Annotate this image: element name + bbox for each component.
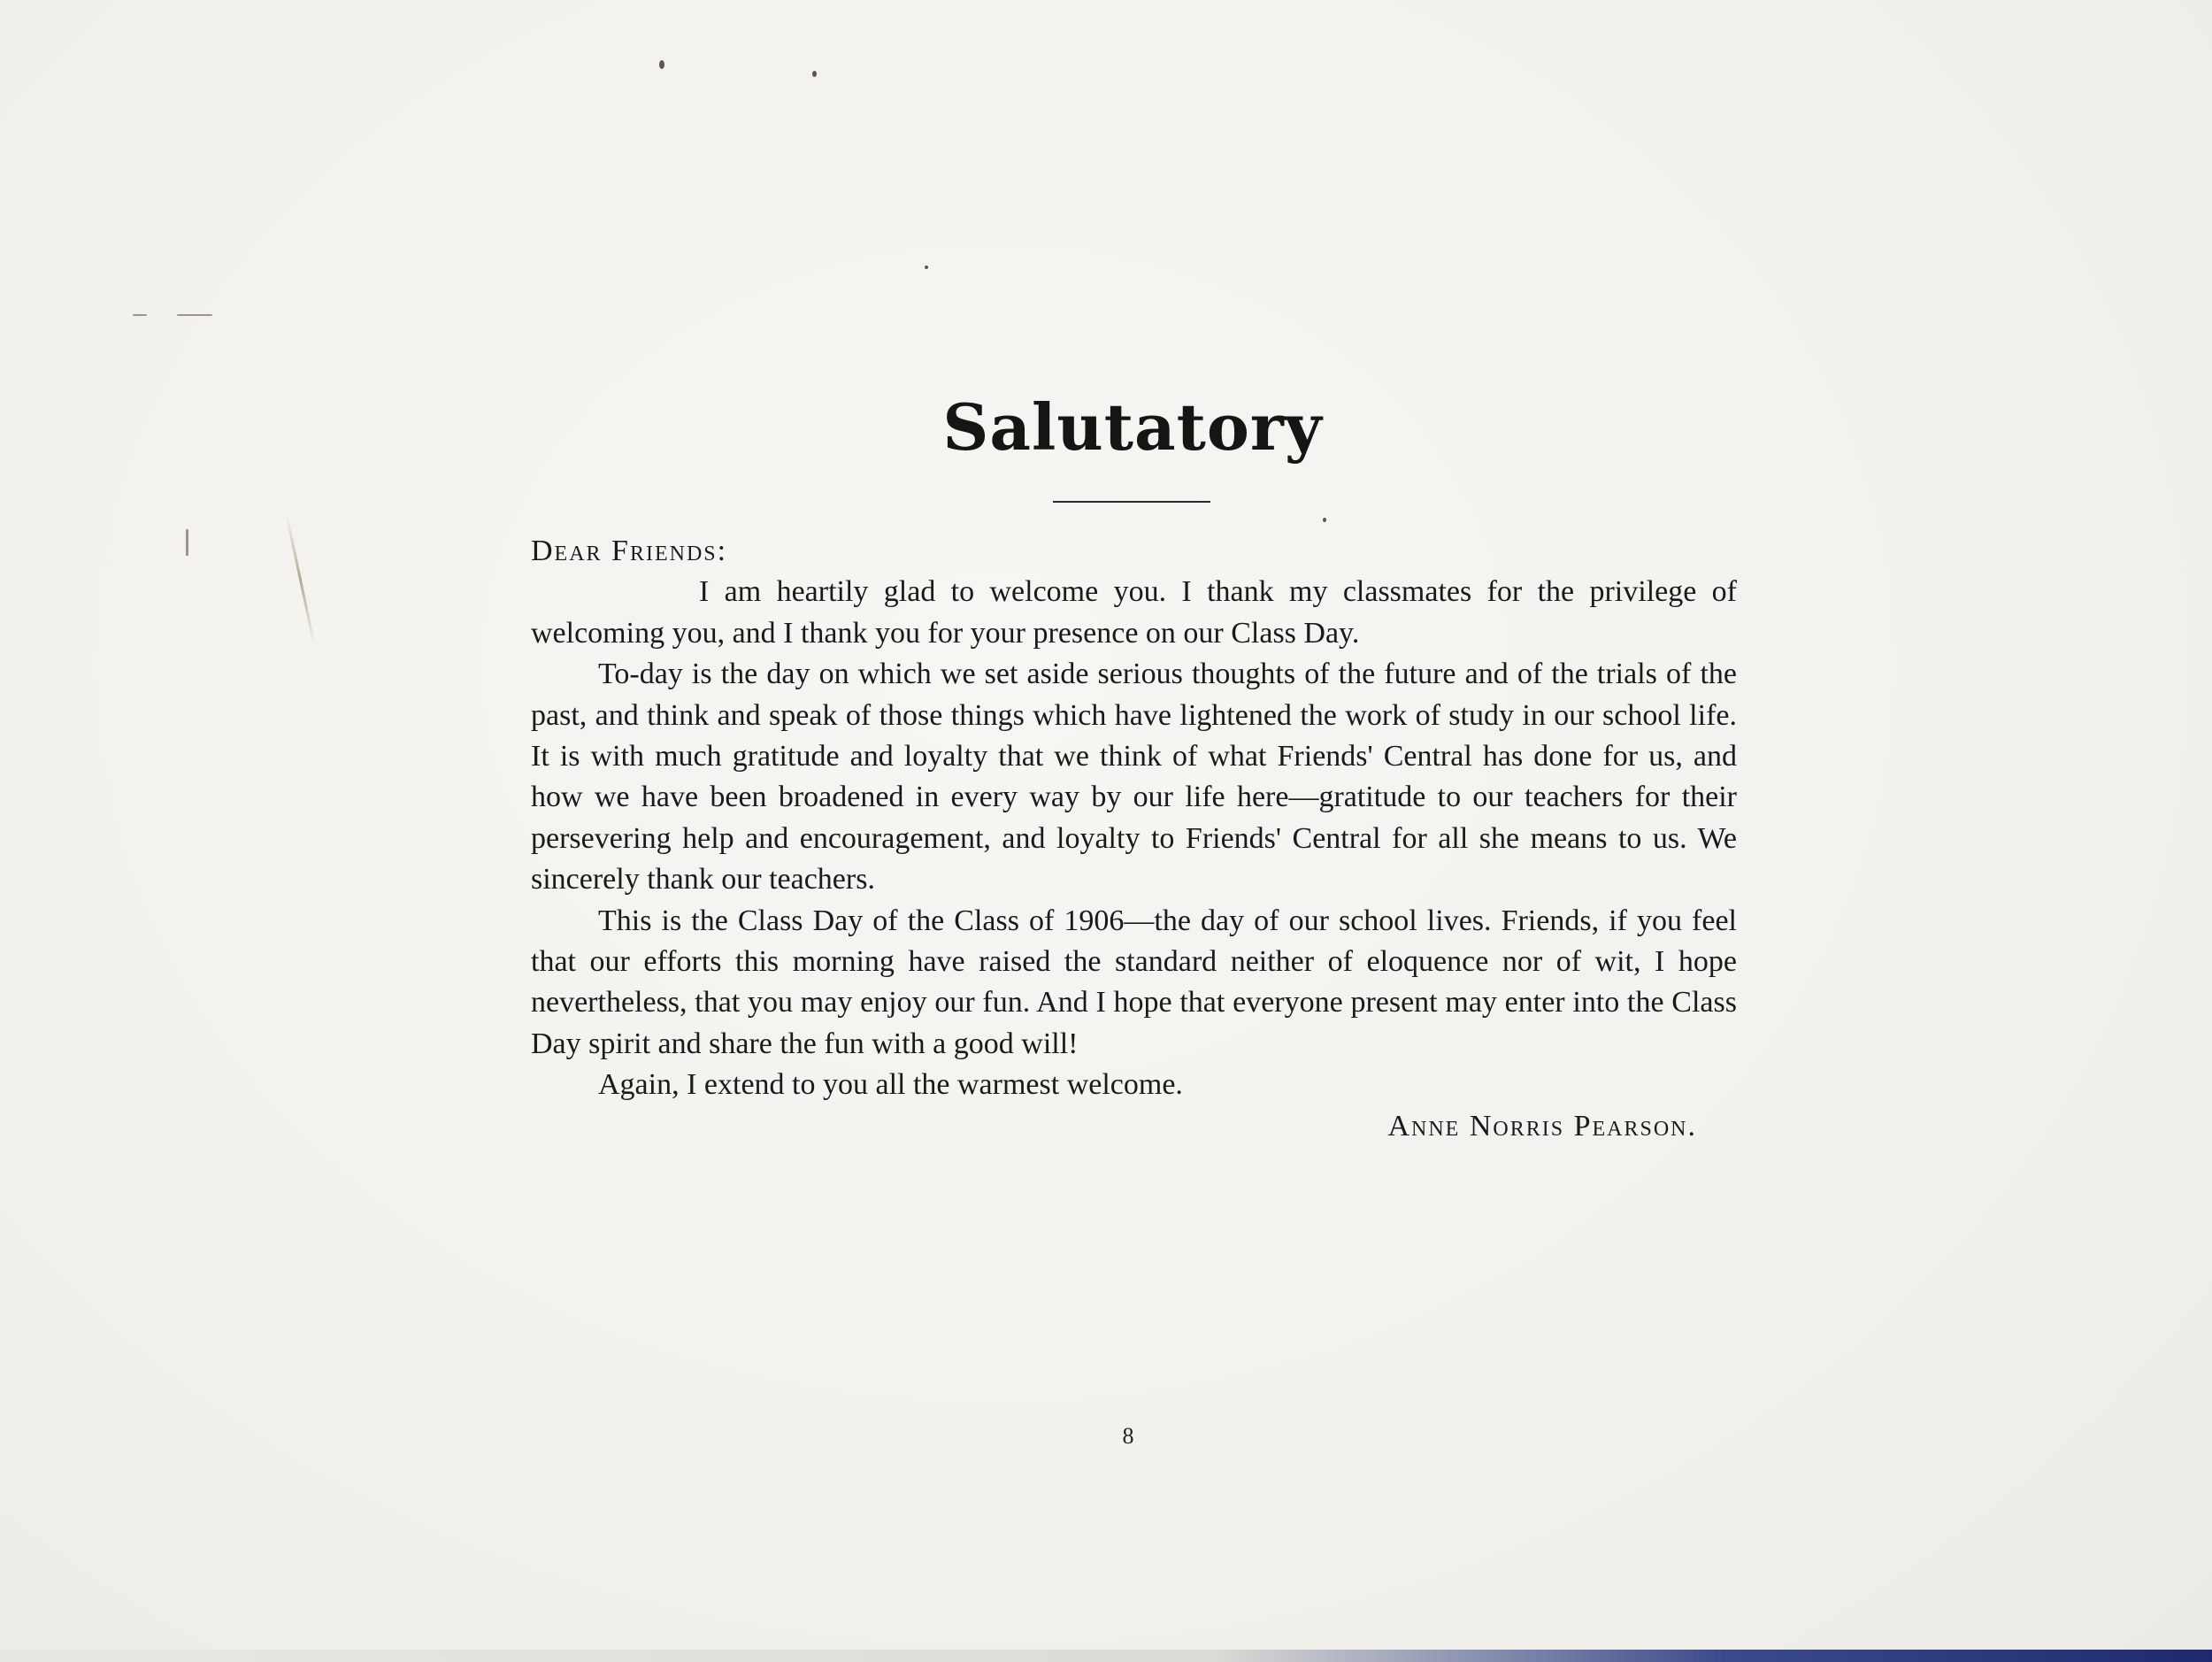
paper-speck [133, 314, 147, 316]
page-number: 8 [1122, 1423, 1134, 1449]
salutation: Dear Friends: [531, 535, 728, 567]
signature: Anne Norris Pearson. [1387, 1109, 1697, 1143]
paragraph-2: To-day is the day on which we set aside serious thoughts of the future and of the trials of the past, and think and speak of those things which have lightened the work of study in our school life. It is with much gratitude and loyalty that we think of what Friends' Central has done for us, and how we have been broadened in every way by our life here—gratitude to our teachers for their persevering help and encouragement, and loyalty to Friends' Central for all she means to us. We sincerely thank our teachers. [531, 658, 1737, 896]
paper-speck [1323, 518, 1326, 522]
paper-speck [177, 314, 212, 316]
paper-speck [186, 529, 188, 556]
paragraph-3: This is the Class Day of the Class of 1906—the day of our school lives. Friends, if you feel that our efforts this morning have raised the standard neither of eloquence nor of wit, I hope nevertheless, that you may enjoy our fun. And I hope that everyone present may enter into the Class Day spirit and share the fun with a good will! [531, 904, 1737, 1060]
scan-edge [0, 1650, 2212, 1662]
paper-scratch [285, 514, 315, 644]
paper-speck [925, 265, 928, 269]
paper-speck [812, 71, 817, 77]
paper-speck [659, 60, 664, 69]
title-rule [1053, 501, 1210, 503]
paragraph-1: I am heartily glad to welcome you. I thank my classmates for the privilege of welcoming you, and I thank you for your presence on our Class Day. [531, 575, 1737, 650]
paragraph-4: Again, I extend to you all the warmest welcome. [598, 1068, 1183, 1102]
page-title: Salutatory [942, 389, 1323, 465]
letter-body [531, 531, 1737, 1147]
